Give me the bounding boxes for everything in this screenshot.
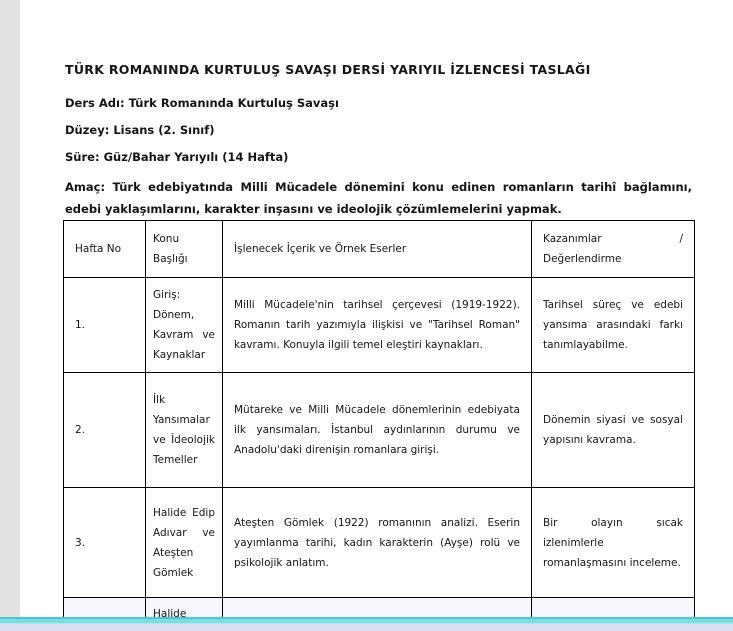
content-cell: Ateşten Gömlek (1922) romanının analizi. Eserin yayımlanma tarihi, kadın karakterin (Ayşe) rolü ve psikolojik anlatım. [223, 488, 532, 598]
window-edge-strip [0, 0, 20, 617]
topic-cell: Giriş: Dönem, Kavram ve Kaynaklar [146, 278, 223, 373]
column-header-outcomes: Kazanımlar / Değerlendirme [532, 221, 695, 278]
table-header-row [64, 221, 695, 278]
course-objective [65, 176, 692, 220]
content-cell: Milli Mücadele'nin tarihsel çerçevesi (1919-1922). Romanın tarih yazımıyla ilişkisi ve "Tarihsel Roman" kavramı. Konuyla ilgili temel eleştiri kaynakları. [223, 278, 532, 373]
horizontal-scrollbar[interactable] [0, 617, 733, 624]
column-header-topic: Konu Başlığı [146, 221, 223, 278]
content-cell [223, 598, 532, 618]
table-row [64, 488, 695, 598]
table-row-partially-visible [64, 598, 695, 618]
content-cell: Mütareke ve Milli Mücadele dönemlerinin edebiyata ilk yansımaları. İstanbul aydınlarının durumu ve Anadolu'daki direnişin romanlara girişi. [223, 373, 532, 488]
week-cell [64, 598, 146, 618]
document-title: TÜRK ROMANINDA KURTULUŞ SAVAŞI DERSİ YARIYIL İZLENCESİ TASLAĞI [65, 62, 591, 77]
outcomes-cell: Bir olayın sıcak izlenimlerle romanlaşmasını inceleme. [532, 488, 695, 598]
level-value: Lisans (2. Sınıf) [113, 123, 215, 137]
course-name-value: Türk Romanında Kurtuluş Savaşı [128, 96, 339, 110]
table-row [64, 373, 695, 488]
week-cell: 3. [64, 488, 146, 598]
topic-cell: Halide [146, 598, 223, 618]
document-page [20, 0, 733, 617]
meta-line-duration [65, 149, 692, 165]
week-cell: 2. [64, 373, 146, 488]
meta-line-level [65, 122, 692, 138]
syllabus-table [63, 220, 695, 617]
week-cell: 1. [64, 278, 146, 373]
duration-label: Süre: [65, 150, 100, 164]
level-label: Düzey: [65, 123, 110, 137]
bottom-background-strip [0, 624, 733, 631]
column-header-week: Hafta No [64, 221, 146, 278]
objective-label: Amaç: [65, 180, 106, 194]
objective-value: Türk edebiyatında Milli Mücadele dönemini konu edinen romanların tarihî bağlamını, edebi yaklaşımlarını, karakter inşasını ve ideolojik çözümlemelerini yapmak. [65, 180, 692, 216]
topic-cell: Halide Edip Adıvar ve Ateşten Gömlek [146, 488, 223, 598]
duration-value: Güz/Bahar Yarıyılı (14 Hafta) [103, 150, 289, 164]
table-row [64, 278, 695, 373]
course-name-label: Ders Adı: [65, 96, 125, 110]
column-header-content: İşlenecek İçerik ve Örnek Eserler [223, 221, 532, 278]
outcomes-cell: Tarihsel süreç ve edebi yansıma arasındaki farkı tanımlayabilme. [532, 278, 695, 373]
outcomes-cell: Dönemin siyasi ve sosyal yapısını kavrama. [532, 373, 695, 488]
outcomes-cell [532, 598, 695, 618]
meta-line-course-name [65, 95, 692, 111]
topic-cell: İlk Yansımalar ve İdeolojik Temeller [146, 373, 223, 488]
